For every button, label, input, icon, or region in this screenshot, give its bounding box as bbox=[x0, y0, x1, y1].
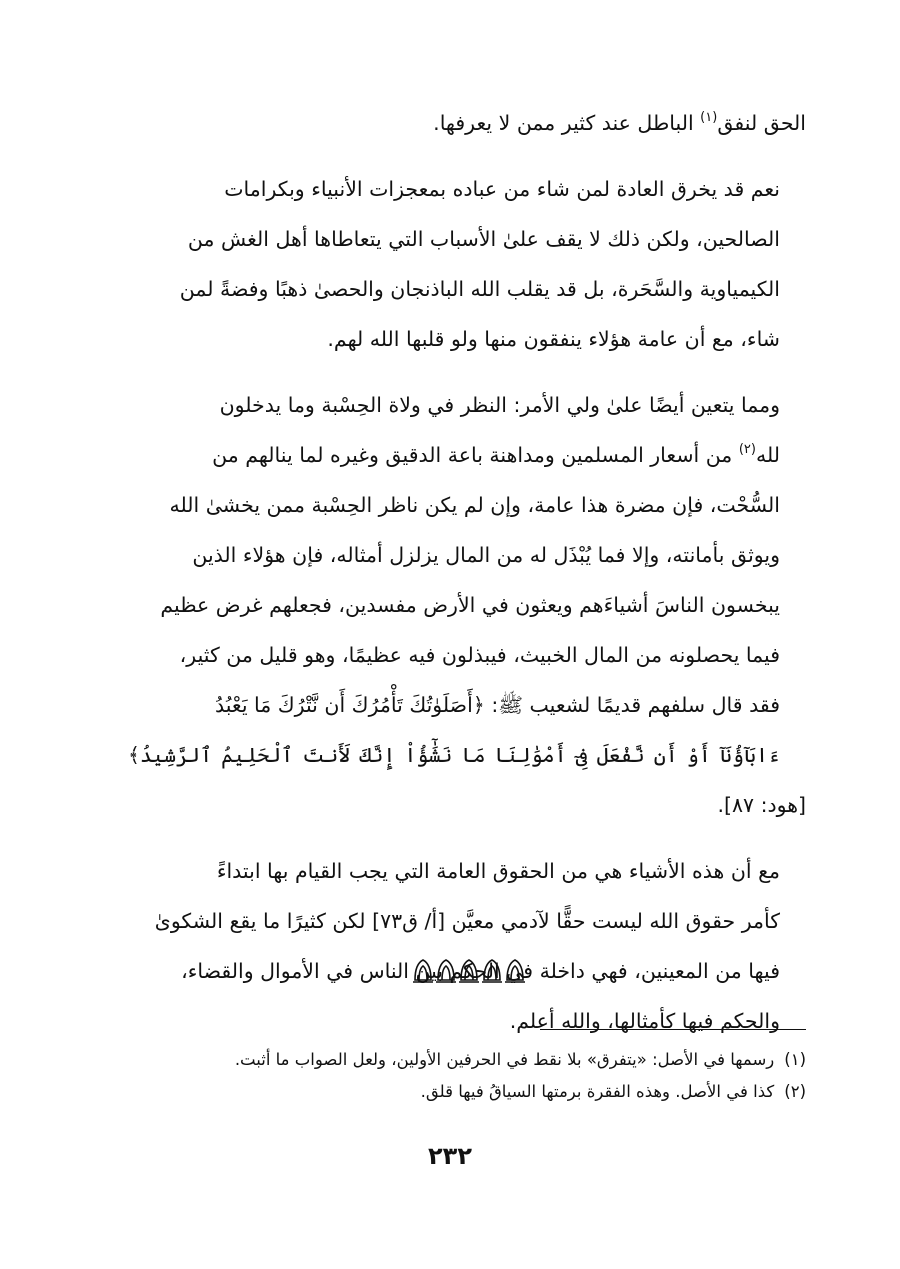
text-line: والحكم فيها كأمثالها، والله أعلم. bbox=[509, 1009, 780, 1033]
text-line: الكيمياوية والسَّحَرة، بل قد يقلب الله الباذنجان والحصىٰ ذهبًا وفضةً لمن bbox=[179, 277, 780, 301]
verse-citation: [هود: ٨٧]. bbox=[717, 793, 806, 817]
footnote-2 bbox=[128, 1076, 806, 1108]
quran-verse: ﴿أَصَلَوٰتُكَ تَأْمُرُكَ أَن نَّتْرُكَ مَا يَعْبُدُ bbox=[214, 693, 485, 717]
text-segment: لله bbox=[755, 443, 780, 467]
footnote-number: (١) bbox=[784, 1050, 806, 1069]
paragraph-2 bbox=[128, 164, 806, 364]
text-line bbox=[128, 430, 806, 480]
text-line: مع أن هذه الأشياء هي من الحقوق العامة التي يجب القيام بها ابتداءً bbox=[216, 859, 780, 883]
text-line bbox=[128, 680, 806, 730]
text-line: ومما يتعين أيضًا علىٰ ولي الأمر: النظر في ولاة الحِسْبة وما يدخلون bbox=[219, 393, 780, 417]
page-number: ٢٣٢ bbox=[428, 1142, 472, 1170]
text-line: يبخسون الناسَ أشياءَهم ويعثون في الأرض مفسدين، فجعلهم غرض عظيم bbox=[160, 593, 780, 617]
footnote-text: رسمها في الأصل: «يتفرق» بلا نقط في الحرفين الأولين، ولعل الصواب ما أثبت. bbox=[234, 1050, 775, 1069]
text-segment: الحق لنفق bbox=[717, 111, 806, 135]
text-line: ويوثق بأمانته، وإلا فما يُبْذَل له من المال يزلزل أمثاله، فإن هؤلاء الذين bbox=[192, 543, 780, 567]
text-line: شاء، مع أن عامة هؤلاء ينفقون منها ولو قلبها الله لهم. bbox=[327, 327, 780, 351]
footnote-number: (٢) bbox=[784, 1082, 806, 1101]
footnote-separator bbox=[540, 1029, 806, 1030]
footnote-ref-1: (١) bbox=[700, 110, 718, 125]
text-segment: فقد قال سلفهم قديمًا لشعيب ﷺ: bbox=[491, 693, 780, 717]
main-text bbox=[128, 98, 806, 1062]
text-line: فيها من المعينين، فهي داخلة في الحكم بين الناس في الأموال والقضاء، bbox=[181, 959, 780, 983]
floral-divider-icon bbox=[410, 956, 526, 984]
footnote-ref-2: (٢) bbox=[738, 442, 756, 457]
paragraph-1 bbox=[128, 98, 806, 148]
text-line: فيما يحصلونه من المال الخبيث، فيبذلون فيه عظيمًا، وهو قليل من كثير، bbox=[179, 643, 780, 667]
text-line: الصالحين، ولكن ذلك لا يقف علىٰ الأسباب التي يتعاطاها أهل الغش من bbox=[187, 227, 780, 251]
text-line: نعم قد يخرق العادة لمن شاء من عباده بمعجزات الأنبياء وبكرامات bbox=[224, 177, 780, 201]
footnote-text: كذا في الأصل. وهذه الفقرة برمتها السياقُ فيها قلق. bbox=[420, 1082, 775, 1101]
footnotes bbox=[128, 1044, 806, 1108]
quran-verse: ءَابَآؤُنَآ أَوْ أَن نَّفْعَلَ فِىٓ أَمْوَٰلِنَا مَا نَشَٰٓؤُاْ إِنَّكَ لَأَنتَ ٱلْحَلِيمُ ٱلرَّشِيدُ﴾ bbox=[128, 743, 780, 767]
text-line: السُّحْت، فإن مضرة هذا عامة، وإن لم يكن ناظر الحِسْبة ممن يخشىٰ الله bbox=[169, 493, 780, 517]
paragraph-4 bbox=[128, 846, 806, 1046]
footnote-1 bbox=[128, 1044, 806, 1076]
text-segment: من أسعار المسلمين ومداهنة باعة الدقيق وغيره لما ينالهم من bbox=[212, 443, 733, 467]
text-line: كأمر حقوق الله ليست حقًّا لآدمي معيَّن [أ/ ق٧٣] لكن كثيرًا ما يقع الشكوىٰ bbox=[154, 909, 780, 933]
text-segment: الباطل عند كثير ممن لا يعرفها. bbox=[433, 111, 694, 135]
paragraph-3 bbox=[128, 380, 806, 830]
text-line bbox=[128, 98, 806, 148]
text-line bbox=[128, 730, 806, 830]
